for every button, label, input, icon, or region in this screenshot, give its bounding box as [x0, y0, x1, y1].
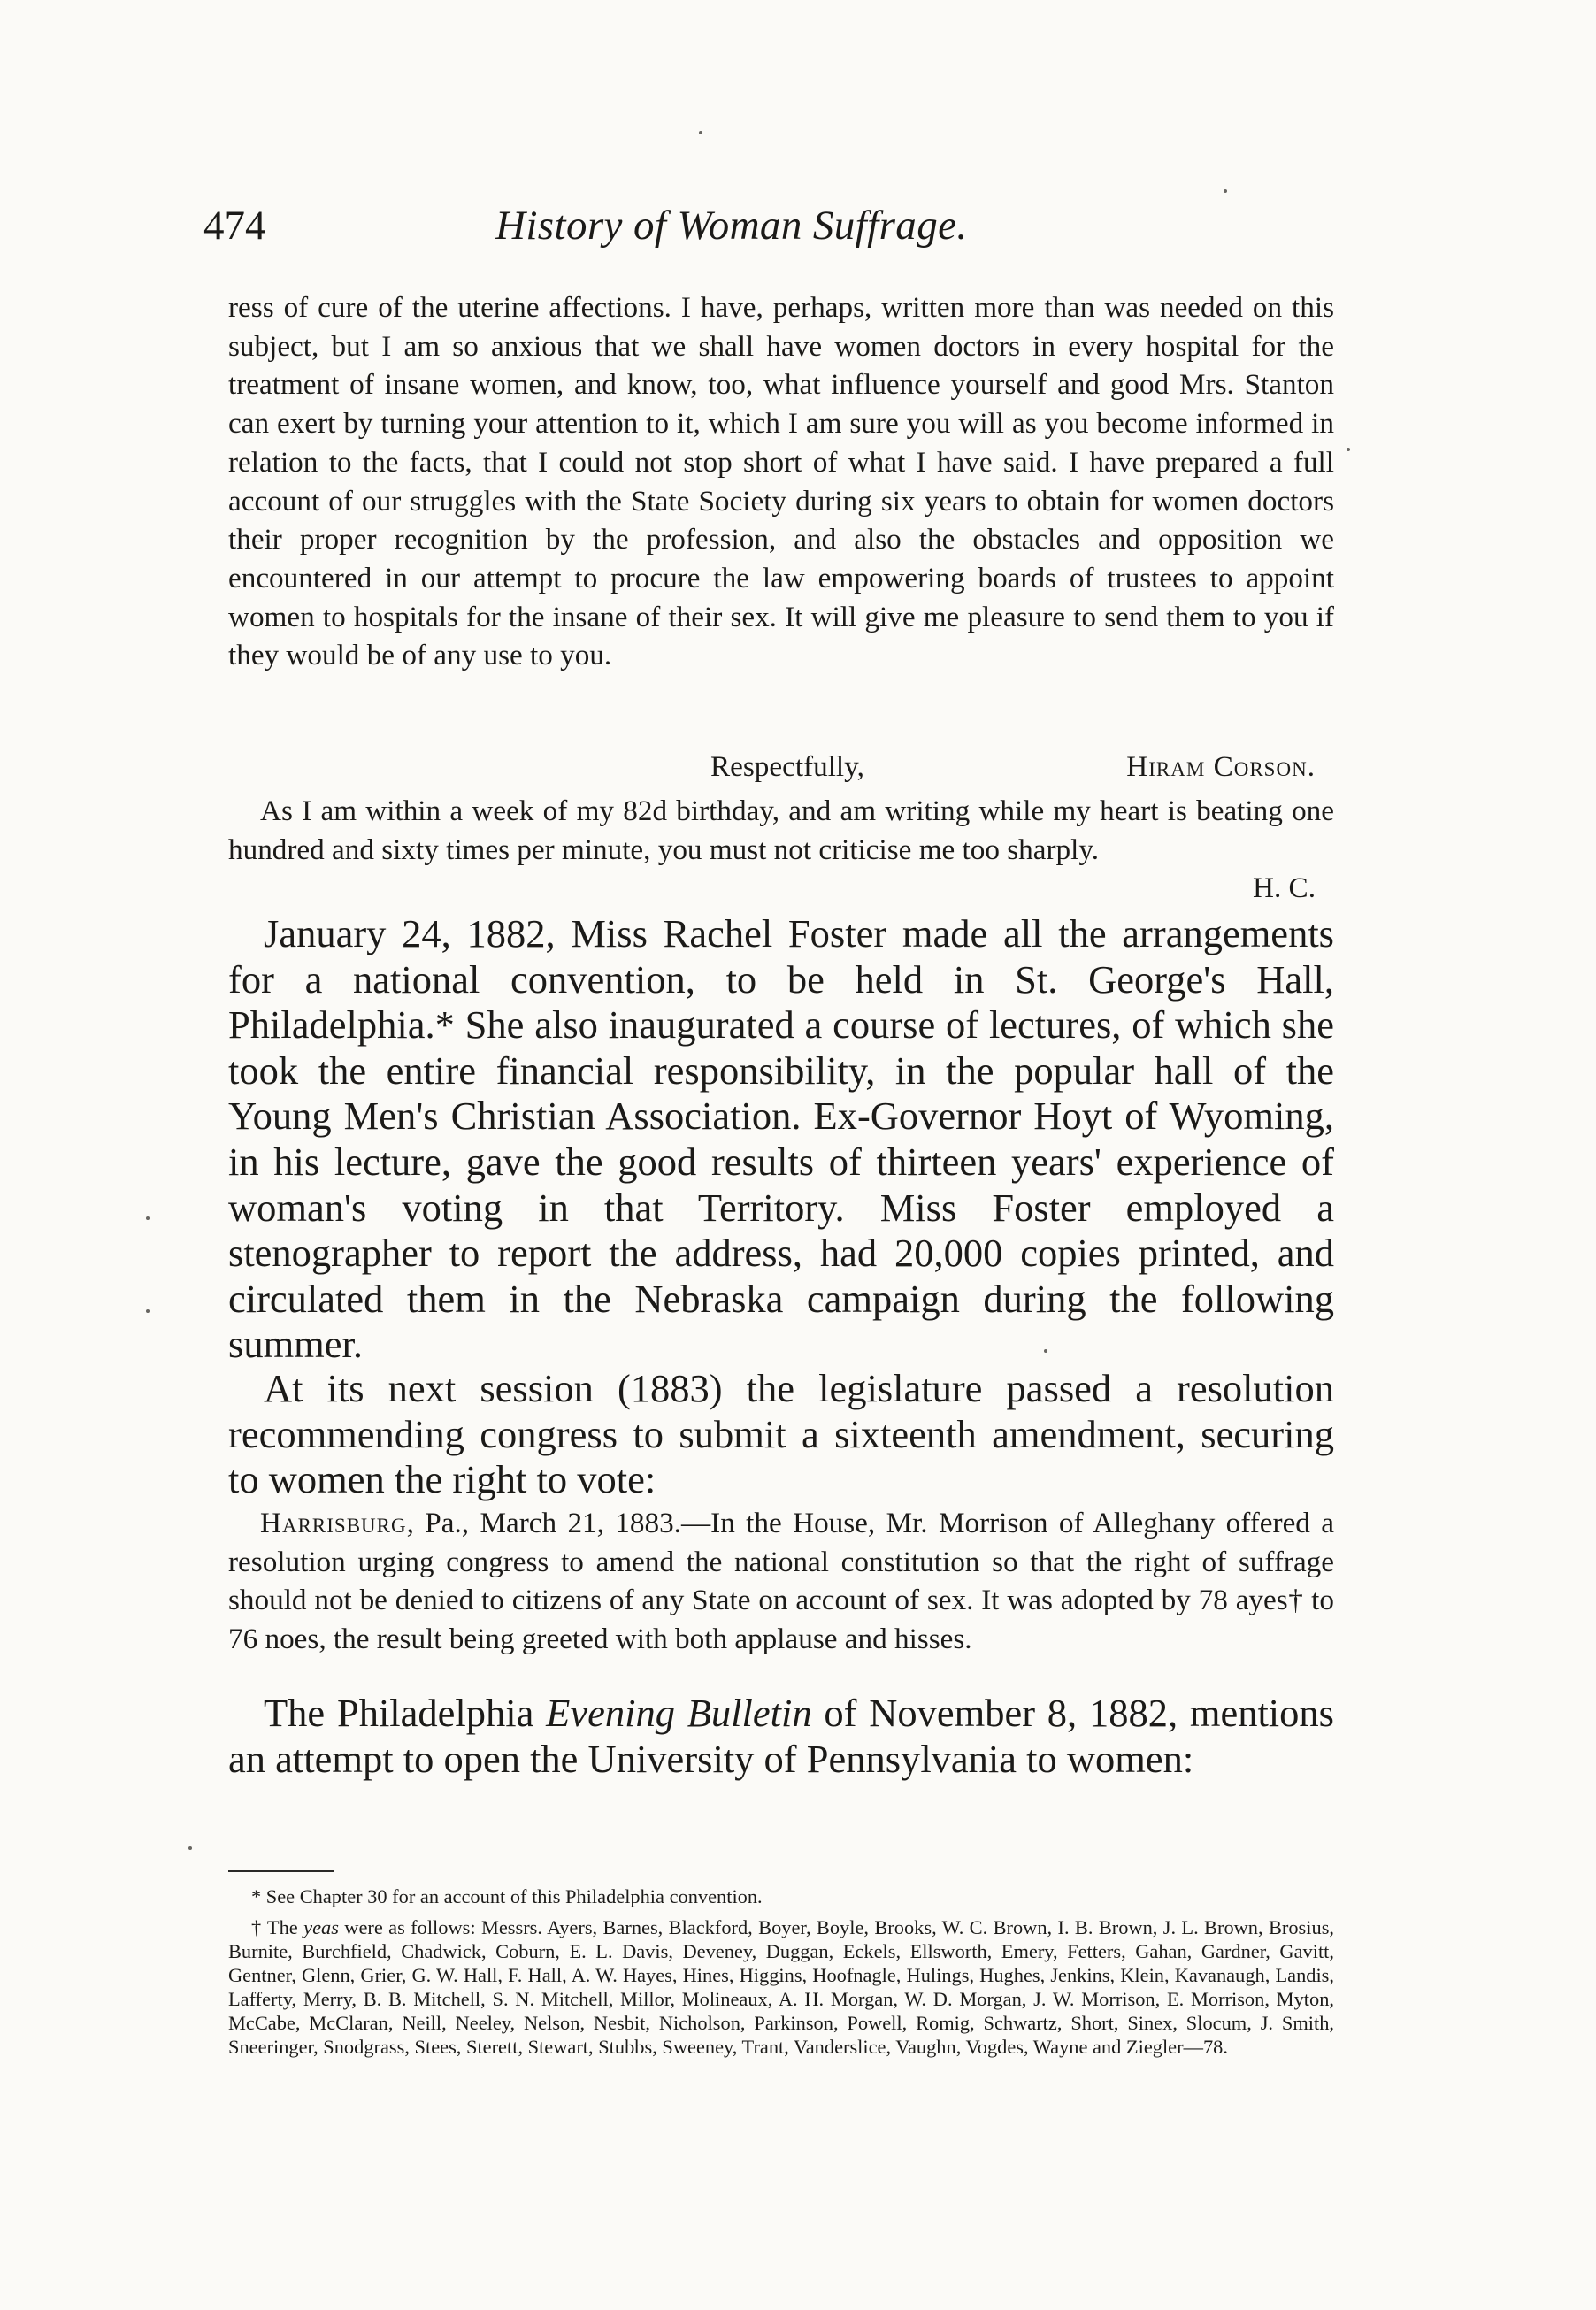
footnote-2-italic: yeas [303, 1916, 339, 1938]
quote-dateline: Harrisburg [260, 1507, 407, 1539]
letter-paragraph: ress of cure of the uterine affections. I have, perhaps, written more than was needed on this subject, but I am so anxious that we shall have women doctors in every hospital for the treatment of insane women, and know, too, what influence yourself and good Mrs. Stanton can exert by turning your attention to it, which I am sure you will as you become informed in relation to the facts, that I could not stop short of what I have said. I have prepared a full account of our struggles with the State Society during six years to obtain for women doctors their proper recognition by the profession, and also the obstacles and opposition we encountered in our attempt to procure the law empowering boards of trustees to appoint women to hospitals for the insane of their sex. It will give me pleasure to send them to you if they would be of any use to you. [228, 291, 1334, 672]
footnote-2 [228, 1915, 1334, 2059]
paper-speck [146, 1309, 150, 1313]
footnotes [228, 1884, 1334, 2066]
paper-speck [699, 131, 702, 134]
bulletin-title: Evening Bulletin [546, 1691, 812, 1735]
quote-text: , Pa., March 21, 1883.—In the House, Mr. Morrison of Alleghany offered a resolution urging congress to amend the national constitution so that the right of suffrage should not be denied to citizens of any State on account of sex. It was adopted by 78 ayes† to 76 noes, the result being greeted with both applause and hisses. [228, 1507, 1334, 1656]
paper-speck [146, 1216, 150, 1220]
main-paragraph-1: January 24, 1882, Miss Rachel Foster made all the arrangements for a national convention, to be held in St. George's Hall, Philadelphia.* She also inaugurated a course of lectures, of which she took the entire financial responsibility, in the popular hall of the Young Men's Christian Association. Ex-Governor Hoyt of Wyoming, in his lecture, gave the good results of thirteen years' experience of woman's voting in that Territory. Miss Foster employed a stenographer to report the address, had 20,000 copies printed, and circulated them in the Nebraska campaign during the following summer. [228, 911, 1334, 1367]
postscript-initials-line [228, 869, 1334, 908]
bulletin-before: The Philadelphia [264, 1691, 547, 1735]
footnote-1: * See Chapter 30 for an account of this Philadelphia convention. [251, 1885, 763, 1907]
letter-closing: Respectfully, [710, 750, 864, 783]
page-header [203, 195, 1345, 257]
postscript-initials: H. C. [1253, 871, 1316, 904]
bulletin-paragraph [228, 1691, 1334, 1782]
paper-speck [188, 1846, 192, 1850]
letter-signature: Hiram Corson. [1126, 750, 1316, 783]
quoted-news-paragraph [228, 1504, 1334, 1659]
main-paragraph-2: At its next session (1883) the legislature passed a resolution recommending congress to submit a sixteenth amendment, securing to women the right to vote: [228, 1366, 1334, 1502]
page-number: 474 [203, 203, 266, 249]
footnote-2-text: were as follows: Messrs. Ayers, Barnes, Blackford, Boyer, Boyle, Brooks, W. C. Brown, I. B. Brown, J. L. Brown, Brosius, Burnite, Burchfield, Chadwick, Coburn, E. L. Davis, Deveney, Duggan, Eckels, Ellsworth, Emery, Fetters, Gahan, Gardner, Gavitt, Gentner, Glenn, Grier, G. W. Hall, F. Hall, A. W. Hayes, Hines, Higgins, Hoofnagle, Hulings, Hughes, Jenkins, Klein, Kavanaugh, Landis, Lafferty, Merry, B. B. Mitchell, S. N. Mitchell, Millor, Molineaux, A. H. Morgan, W. D. Morgan, J. W. Morrison, E. Morrison, Myton, McCabe, McClaran, Neill, Neeley, Nelson, Nesbit, Nicholson, Parkinson, Powell, Romig, Schwartz, Short, Sinex, Slocum, J. Smith, Sneeringer, Snodgrass, Stees, Sterett, Stewart, Stubbs, Sweeney, Trant, Vanderslice, Vaughn, Vogdes, Wayne and Ziegler—78. [228, 1916, 1334, 2058]
footnote-divider [228, 1870, 334, 1872]
letter-signature-line [228, 748, 1334, 787]
paper-speck [1044, 1349, 1047, 1353]
paper-speck [1224, 189, 1227, 193]
bulletin-after: of November 8, 1882, mentions an attempt to open the University of Pennsylvania to women: [228, 1691, 1334, 1781]
paper-speck [1347, 448, 1350, 451]
running-title: History of Woman Suffrage. [495, 203, 968, 249]
footnote-2-prefix: † The [251, 1916, 304, 1938]
postscript-paragraph: As I am within a week of my 82d birthday, and am writing while my heart is beating one hundred and sixty times per minute, you must not criticise me too sharply. [228, 794, 1334, 866]
